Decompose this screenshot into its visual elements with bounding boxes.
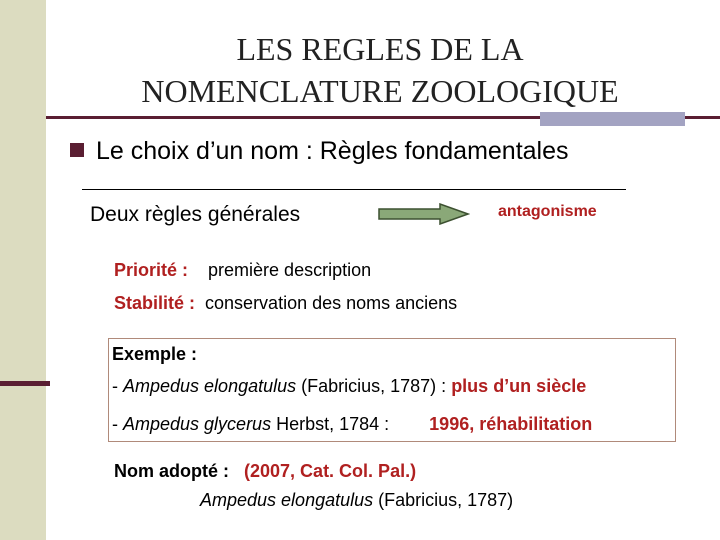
- example-1-name: Ampedus elongatulus: [123, 376, 297, 396]
- section-heading: Le choix d’un nom : Règles fondamentales: [96, 137, 569, 165]
- antagonism-label: antagonisme: [498, 203, 597, 220]
- bullet-square-icon: [70, 143, 84, 157]
- title-line-1: LES REGLES DE LA: [236, 31, 524, 67]
- adopted-name-line: [114, 461, 416, 482]
- example-line-1: [112, 376, 586, 397]
- example-1-prefix: -: [112, 376, 123, 396]
- example-1-author: (Fabricius, 1787) :: [296, 376, 452, 396]
- priority-rule: [114, 259, 371, 281]
- example-2-prefix: -: [112, 414, 123, 434]
- general-rules-label: Deux règles générales: [90, 203, 301, 226]
- example-line-2: [112, 414, 592, 435]
- adopted-species-author: (Fabricius, 1787): [373, 490, 514, 510]
- adopted-source: (2007, Cat. Col. Pal.): [244, 461, 417, 481]
- stability-label: Stabilité :: [114, 293, 196, 313]
- priority-text: première description: [208, 260, 372, 280]
- example-title: Exemple :: [112, 344, 198, 364]
- example-2-author: Herbst, 1784 :: [271, 414, 390, 434]
- side-accent-bar: [0, 381, 50, 386]
- title-rule-box: [540, 112, 685, 126]
- example-2-note: 1996, réhabilitation: [429, 414, 593, 434]
- side-panel: [0, 0, 46, 540]
- example-2-name: Ampedus glycerus: [123, 414, 272, 434]
- divider-line: [82, 189, 626, 190]
- priority-label: Priorité :: [114, 260, 189, 280]
- title-line-2: NOMENCLATURE ZOOLOGIQUE: [141, 73, 619, 109]
- slide-title: [80, 28, 680, 112]
- stability-rule: [114, 292, 457, 314]
- stability-text: conservation des noms anciens: [205, 293, 458, 313]
- adopted-species-name: Ampedus elongatulus: [200, 490, 374, 510]
- adopted-species: [200, 490, 513, 511]
- example-1-note: plus d’un siècle: [451, 376, 587, 396]
- adopted-label: Nom adopté :: [114, 461, 229, 481]
- right-arrow-icon: [378, 203, 470, 225]
